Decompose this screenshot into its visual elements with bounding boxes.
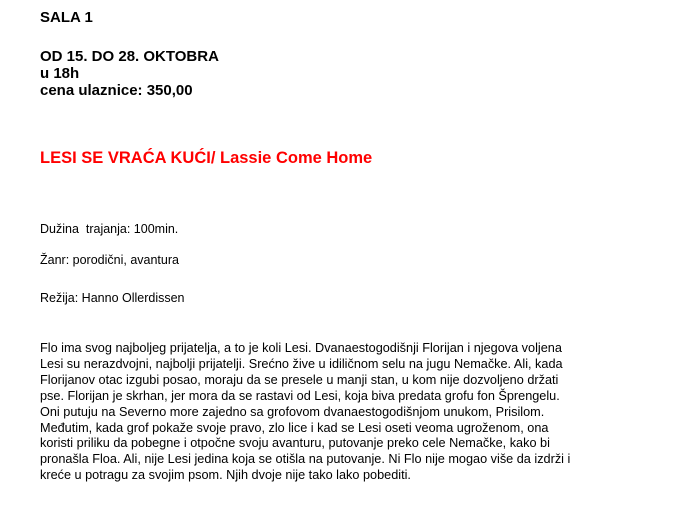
film-synopsis bbox=[40, 341, 680, 484]
synopsis-line: pse. Florijan je skrhan, jer mora da se rastavi od Lesi, koja biva predata grofu fon Šprengelu. bbox=[40, 388, 560, 403]
synopsis-line: Lesi su nerazdvojni, najbolji prijatelji. Srećno žive u idiličnom selu na jugu Nemačke. Ali, kada bbox=[40, 356, 563, 371]
screening-dates: OD 15. DO 28. OKTOBRA bbox=[40, 48, 219, 65]
film-duration: Dužina trajanja: 100min. bbox=[40, 222, 179, 236]
film-genre: Žanr: porodični, avantura bbox=[40, 253, 179, 267]
ticket-price: cena ulaznice: 350,00 bbox=[40, 82, 193, 99]
film-director: Režija: Hanno Ollerdissen bbox=[40, 291, 185, 305]
synopsis-line: koristi priliku da pobegne i otpočne svoju avanturu, putovanje preko cele Nemačke, kako bi bbox=[40, 436, 550, 451]
schedule-block bbox=[40, 48, 219, 99]
synopsis-line: pronašla Floa. Ali, nije Lesi jedina koja se otišla na putovanje. Ni Flo nije mogao više da izdrži i bbox=[40, 452, 571, 467]
synopsis-line: Flo ima svog najboljeg prijatelja, a to je koli Lesi. Dvanaestogodišnji Florijan i njegova voljena bbox=[40, 341, 562, 355]
synopsis-line: Međutim, kada grof pokaže svoje pravo, zlo lice i kad se Lesi oseti veoma ugroženom, ona bbox=[40, 420, 549, 435]
synopsis-line: Florijanov otac izgubi posao, moraju da se presele u manji stan, u kom nije dozvoljeno držati bbox=[40, 372, 559, 387]
synopsis-line: Oni putuju na Severno more zajedno sa grofovom dvanaestogodišnjom unukom, Prisilom. bbox=[40, 404, 545, 419]
synopsis-line: kreće u potragu za svojim psom. Njih dvoje nije tako lako pobediti. bbox=[40, 468, 411, 483]
screening-time: u 18h bbox=[40, 65, 80, 82]
film-title: LESI SE VRAĆA KUĆI/ Lassie Come Home bbox=[40, 149, 373, 167]
hall-heading: SALA 1 bbox=[40, 9, 93, 26]
